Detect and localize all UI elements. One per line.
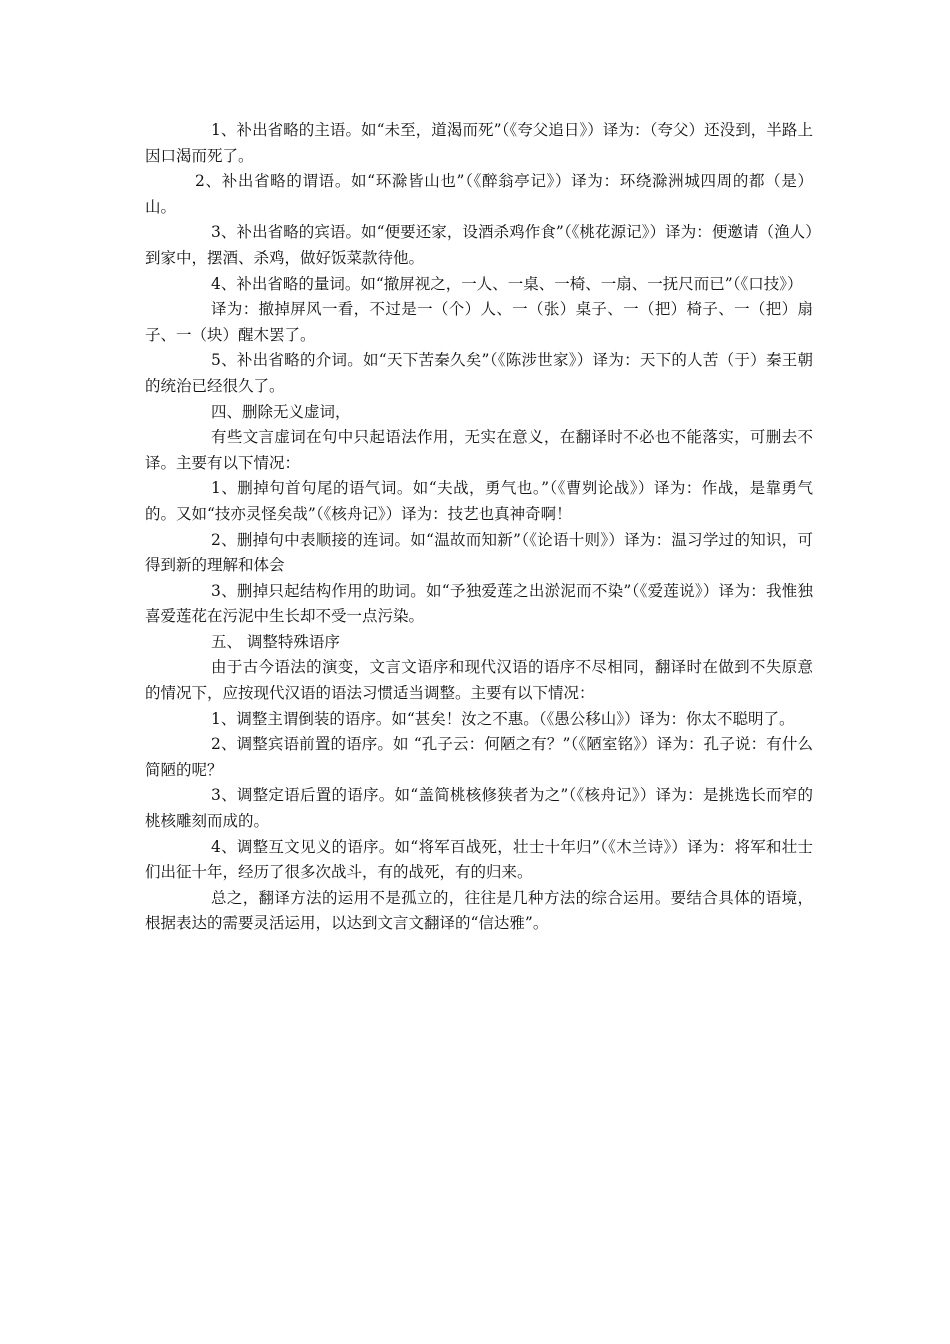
paragraph-supply-predicate: 2、补出省略的谓语。如“环滁皆山也”（《醉翁亭记》）译为：环绕滁洲城四周的都（是）山。 (145, 172, 813, 216)
paragraph-supply-subject: 1、补出省略的主语。如“未至，道渴而死”（《夸父追日》）译为：（夸父）还没到，半路上因口渴而死了。 (145, 121, 813, 165)
paragraph-supply-object: 3、补出省略的宾语。如“便要还家，设酒杀鸡作食”（《桃花源记》）译为：便邀请（渔人）到家中，摆酒、杀鸡，做好饭菜款待他。 (145, 223, 813, 267)
paragraph-measure-word-translation: 译为：撤掉屏风一看，不过是一（个）人、一（张）桌子、一（把）椅子、一（把）扇子、一（块）醒木罢了。 (145, 300, 813, 344)
paragraph-delete-modal-particles: 1、删掉句首句尾的语气词。如“夫战，勇气也。”（《曹刿论战》）译为：作战，是靠勇气的。又如“技亦灵怪矣哉”（《核舟记》）译为：技艺也真神奇啊！ (145, 479, 813, 523)
section-heading-delete-particles: 四、删除无义虚词， (211, 402, 351, 421)
paragraph-supply-measure-word: 4、补出省略的量词。如“撤屏视之，一人、一桌、一椅、一扇、一抚尺而已”（《口技》） (211, 274, 803, 293)
document-body (145, 118, 813, 937)
paragraph-supply-preposition: 5、补出省略的介词。如“天下苦秦久矣”（《陈涉世家》）译为：天下的人苦（于）秦王朝的统治已经很久了。 (145, 351, 813, 395)
paragraph-delete-particles-intro: 有些文言虚词在句中只起语法作用，无实在意义，在翻译时不必也不能落实，可删去不译。主要有以下情况： (145, 428, 813, 472)
paragraph-summary: 总之，翻译方法的运用不是孤立的，往往是几种方法的综合运用。要结合具体的语境，根据表达的需要灵活运用，以达到文言文翻译的“信达雅”。 (145, 888, 813, 933)
paragraph-object-preposition: 2、调整宾语前置的语序。如 “孔子云：何陋之有？”（《陋室铭》）译为：孔子说：有什么简陋的呢？ (145, 735, 813, 779)
paragraph-subject-predicate-inversion: 1、调整主谓倒装的语序。如“甚矣！汝之不惠。（《愚公移山》）译为：你太不聪明了。 (211, 709, 795, 728)
paragraph-mutual-reference: 4、调整互文见义的语序。如“将军百战死，壮士十年归”（《木兰诗》）译为：将军和壮士们出征十年，经历了很多次战斗，有的战死，有的归来。 (145, 837, 813, 882)
section-heading-adjust-word-order: 五、 调整特殊语序 (211, 632, 340, 651)
paragraph-delete-conjunctions: 2、删掉句中表顺接的连词。如“温故而知新”（《论语十则》）译为：温习学过的知识，可得到新的理解和体会 (145, 530, 813, 575)
paragraph-attributive-postposition: 3、调整定语后置的语序。如“盖简桃核修狭者为之”（《核舟记》）译为：是挑选长而窄的桃核雕刻而成的。 (145, 786, 813, 831)
paragraph-delete-structural-particles: 3、删掉只起结构作用的助词。如“予独爱莲之出淤泥而不染”（《爱莲说》）译为：我惟独喜爱莲花在污泥中生长却不受一点污染。 (145, 581, 813, 626)
paragraph-adjust-word-order-intro: 由于古今语法的演变，文言文语序和现代汉语的语序不尽相同，翻译时在做到不失原意的情况下，应按现代汉语的语法习惯适当调整。主要有以下情况： (145, 658, 813, 703)
